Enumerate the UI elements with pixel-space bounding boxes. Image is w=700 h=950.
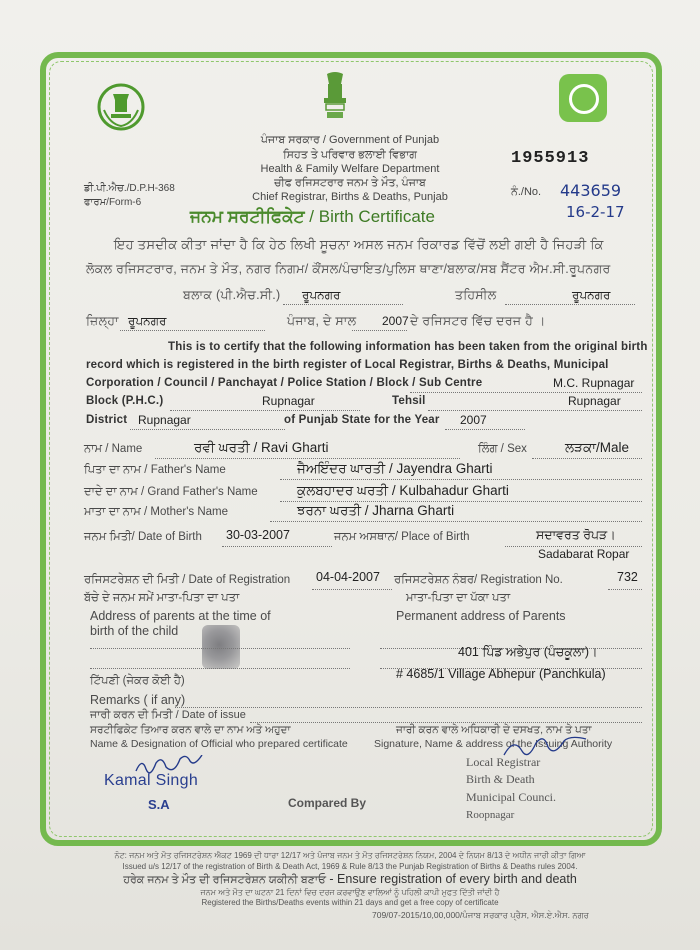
en-statement-line2: record which is registered in the birth register of Local Registrar, Births & Deaths, Municipal — [86, 359, 609, 371]
en-district-value: Rupnagar — [138, 413, 191, 427]
permanent-address-label-pa: ਮਾਤਾ-ਪਿਤਾ ਦਾ ਪੱਕਾ ਪਤਾ — [406, 592, 511, 604]
seal-line-1: Local Registrar — [466, 755, 541, 769]
sex-label: ਲਿੰਗ / Sex — [478, 443, 527, 455]
en-block-value: Rupnagar — [262, 394, 315, 408]
mother-name-value: ਝਰਨਾ ਘਰਤੀ / Jharna Gharti — [297, 503, 455, 518]
en-state-year-label: of Punjab State for the Year — [284, 414, 440, 426]
pa-block-value: ਰੂਪਨਗਰ — [302, 288, 341, 302]
chief-registrar-en: Chief Registrar, Births & Deaths, Punjab — [252, 191, 448, 203]
place-of-birth-value-en: Sadabarat Ropar — [538, 547, 630, 561]
father-name-value: ਜੈਅਇੰਦਰ ਘਾਰਤੀ / Jayendra Gharti — [297, 461, 493, 476]
pa-tehsil-label: ਤਹਿਸੀਲ — [455, 288, 497, 302]
preparer-name: Kamal Singh — [104, 772, 199, 789]
preparer-designation: S.A — [148, 797, 170, 812]
footer-note-en: Issued u/s 12/17 of the registration of Birth & Death Act, 1969 & Rule 8/13 the Punjab Registration of Births & Deaths rules 2004. — [122, 862, 578, 871]
sex-value: ਲੜਕਾ/Male — [565, 440, 630, 455]
grandfather-name-value: ਕੁਲਬਹਾਦਰ ਘਰਤੀ / Kulbahadur Gharti — [297, 483, 509, 498]
department-line-en: Health & Family Welfare Department — [260, 163, 440, 175]
en-tehsil-label: Tehsil — [392, 395, 426, 407]
pa-block-label: ਬਲਾਕ (ਪੀ.ਐਚ.ਸੀ.) — [183, 288, 281, 302]
pa-year-value: 2007 — [382, 314, 409, 328]
registration-date-label: ਰਜਿਸਟਰੇਸ਼ਨ ਦੀ ਮਿਤੀ / Date of Registration — [84, 574, 291, 586]
certificate-number-handwritten: 443659 — [560, 181, 622, 200]
compared-by-stamp: Compared By — [288, 796, 367, 810]
printer-imprint: 709/07-2015/10,00,000/ਪੰਜਾਬ ਸਰਕਾਰ ਪ੍ਰੈਸ, ਐਸ.ਏ.ਐਸ. ਨਗਰ — [372, 910, 589, 920]
birth-address-label-en2: birth of the child — [90, 624, 179, 638]
pa-district-value: ਰੂਪਨਗਰ — [128, 314, 167, 328]
department-line-pa: ਸਿਹਤ ਤੇ ਪਰਿਵਾਰ ਭਲਾਈ ਵਿਭਾਗ — [283, 149, 417, 161]
footer-slogan — [0, 872, 700, 887]
seal-line-4: Roopnagar — [466, 809, 515, 821]
en-district-label: District — [86, 414, 128, 426]
date-of-birth-label: ਜਨਮ ਮਿਤੀ/ Date of Birth — [84, 531, 202, 543]
registration-number-value: 732 — [617, 570, 638, 584]
en-year-value: 2007 — [460, 413, 487, 427]
mother-name-label: ਮਾਤਾ ਦਾ ਨਾਮ / Mother's Name — [84, 506, 229, 518]
footer-free-copy-en: Registered the Births/Deaths events within 21 days and get a free copy of certificate — [201, 898, 499, 907]
en-municipal-value: M.C. Rupnagar — [553, 376, 635, 390]
name-label: ਨਾਮ / Name — [84, 443, 143, 455]
footer-free-copy-pa: ਜਨਮ ਅਤੇ ਮੌਤ ਦਾ ਘਟਨਾ 21 ਦਿਨਾਂ ਵਿਚ ਦਰਜ ਕਰਵਾਉਣ ਵਾਲਿਆਂ ਨੂੰ ਪਹਿਲੀ ਕਾਪੀ ਮੁਫਤ ਦਿੱਤੀ ਜਾਂਦੀ ਹੈ — [200, 888, 500, 897]
preparer-label-pa: ਸਰਟੀਫਿਕੇਟ ਤਿਆਰ ਕਰਨ ਵਾਲੇ ਦਾ ਨਾਮ ਅਤੇ ਅਹੁਦਾ — [90, 724, 291, 736]
form-code: ਡੀ.ਪੀ.ਐਚ./D.P.H-368 — [84, 183, 175, 194]
certificate-title — [190, 207, 435, 227]
seal-line-3: Municipal Counci. — [466, 790, 556, 804]
en-block-label: Block (P.H.C.) — [86, 395, 164, 407]
date-of-birth-value: 30-03-2007 — [226, 528, 290, 542]
birth-address-label-en1: Address of parents at the time of — [90, 609, 271, 623]
registration-date-value: 04-04-2007 — [316, 570, 380, 584]
issuing-authority-label-pa: ਜਾਰੀ ਕਰਨ ਵਾਲੇ ਅਧਿਕਾਰੀ ਦੇ ਦਸਖਤ, ਨਾਮ ਤੇ ਪਤਾ — [396, 724, 592, 736]
place-of-birth-label: ਜਨਮ ਅਸਥਾਨ/ Place of Birth — [334, 531, 470, 543]
footer-slogan-pa: ਹਰੇਕ ਜਨਮ ਤੇ ਮੌਤ ਦੀ ਰਜਿਸਟਰੇਸ਼ਨ ਯਕੀਨੀ ਬਣਾਓ — [123, 874, 326, 886]
en-statement-line3: Corporation / Council / Panchayat / Police Station / Block / Sub Centre — [86, 377, 483, 389]
issue-date-handwritten: 16-2-17 — [566, 203, 625, 221]
permanent-address-value-en: # 4685/1 Village Abhepur (Panchkula) — [396, 667, 606, 681]
title-punjabi: ਜਨਮ ਸਰਟੀਫਿਕੇਟ — [190, 207, 305, 226]
father-name-label: ਪਿਤਾ ਦਾ ਨਾਮ / Father's Name — [84, 464, 226, 476]
issuing-authority-label-en: Signature, Name & address of the Issuing Authority — [374, 738, 613, 750]
pa-statement-line1: ਇਹ ਤਸਦੀਕ ਕੀਤਾ ਜਾਂਦਾ ਹੈ ਕਿ ਹੇਠ ਲਿਖੀ ਸੂਚਨਾ ਅਸਲ ਜਨਮ ਰਿਕਾਰਡ ਵਿੱਚੋਂ ਲਈ ਗਈ ਹੈ ਜਿਹੜੀ ਕਿ — [114, 237, 604, 252]
seal-line-2: Birth & Death — [466, 772, 535, 786]
preparer-label-en: Name & Designation of Official who prepared certificate — [90, 738, 348, 750]
punjab-emblem-icon — [96, 80, 146, 134]
birth-address-label-pa: ਬੱਚੇ ਦੇ ਜਨਮ ਸਮੇਂ ਮਾਤਾ-ਪਿਤਾ ਦਾ ਪਤਾ — [84, 592, 240, 604]
remarks-label-en: Remarks ( if any) — [90, 693, 186, 707]
en-tehsil-value: Rupnagar — [568, 394, 621, 408]
permanent-address-label-en: Permanent address of Parents — [396, 609, 566, 623]
pa-state-year-label: ਪੰਜਾਬ, ਦੇ ਸਾਲ — [287, 314, 357, 328]
footer-note-pa: ਨੋਟ: ਜਨਮ ਅਤੇ ਮੌਤ ਰਜਿਸਟਰੇਸ਼ਨ ਐਕਟ 1969 ਦੀ ਧਾਰਾ 12/17 ਅਤੇ ਪੰਜਾਬ ਜਨਮ ਤੇ ਮੌਤ ਰਜਿਸਟਰੇਸ਼ਨ ਨਿਯਮ, 2004 ਦੇ ਨਿਯਮ 8/13 ਦੇ ਅਧੀਨ ਜਾਰੀ ਕੀਤਾ ਗਿਆ — [114, 851, 586, 860]
title-english: / Birth Certificate — [304, 207, 435, 226]
registration-number-label: ਰਜਿਸਟਰੇਸ਼ਨ ਨੰਬਰ/ Registration No. — [394, 574, 563, 586]
serial-number: 1955913 — [511, 149, 590, 168]
government-line: ਪੰਜਾਬ ਸਰਕਾਰ / Government of Punjab — [260, 134, 440, 146]
issue-date-label: ਜਾਰੀ ਕਰਨ ਦੀ ਮਿਤੀ / Date of issue — [90, 709, 246, 721]
place-of-birth-value-pa: ਸਦਾਵਰਤ ਰੋਪੜ। — [536, 528, 616, 542]
chief-registrar-pa: ਚੀਫ ਰਜਿਸਟਰਾਰ ਜਨਮ ਤੇ ਮੌਤ, ਪੰਜਾਬ — [274, 177, 426, 189]
health-dept-logo-icon — [559, 74, 607, 122]
number-label: ਨੰ./No. — [511, 186, 542, 198]
ashoka-emblem-icon — [318, 70, 352, 122]
grandfather-name-label: ਦਾਦੇ ਦਾ ਨਾਮ / Grand Father's Name — [84, 486, 258, 498]
attested-photo-mark — [202, 625, 240, 669]
remarks-label-pa: ਟਿੱਪਣੀ (ਜੇਕਰ ਕੋਈ ਹੈ) — [90, 675, 185, 687]
pa-tehsil-value: ਰੂਪਨਗਰ — [572, 288, 611, 302]
pa-statement-line2: ਲੋਕਲ ਰਜਿਸਟਰਾਰ, ਜਨਮ ਤੇ ਮੌਤ, ਨਗਰ ਨਿਗਮ/ ਕੌਂਸਲ/ਪੰਚਾਇਤ/ਪੁਲਿਸ ਥਾਣਾ/ਬਲਾਕ/ਸਬ ਸੈਂਟਰ ਐਮ.ਸੀ.ਰੂਪਨਗਰ — [86, 262, 611, 276]
en-statement-line1: This is to certify that the following information has been taken from the original birth — [168, 341, 648, 353]
name-value: ਰਵੀ ਘਰਤੀ / Ravi Gharti — [194, 440, 329, 455]
permanent-address-value-pa: 401 ਪਿੰਡ ਅਭੇਪੁਰ (ਪੰਚਕੂਲਾ)। — [458, 645, 598, 659]
form-number: ਫਾਰਮ/Form-6 — [84, 197, 142, 208]
footer-slogan-en: - Ensure registration of every birth and death — [325, 872, 577, 886]
pa-district-label: ਜ਼ਿਲ੍ਹਾ — [86, 314, 119, 328]
pa-registered-text: ਦੇ ਰਜਿਸਟਰ ਵਿੱਚ ਦਰਜ ਹੈ । — [410, 314, 546, 328]
